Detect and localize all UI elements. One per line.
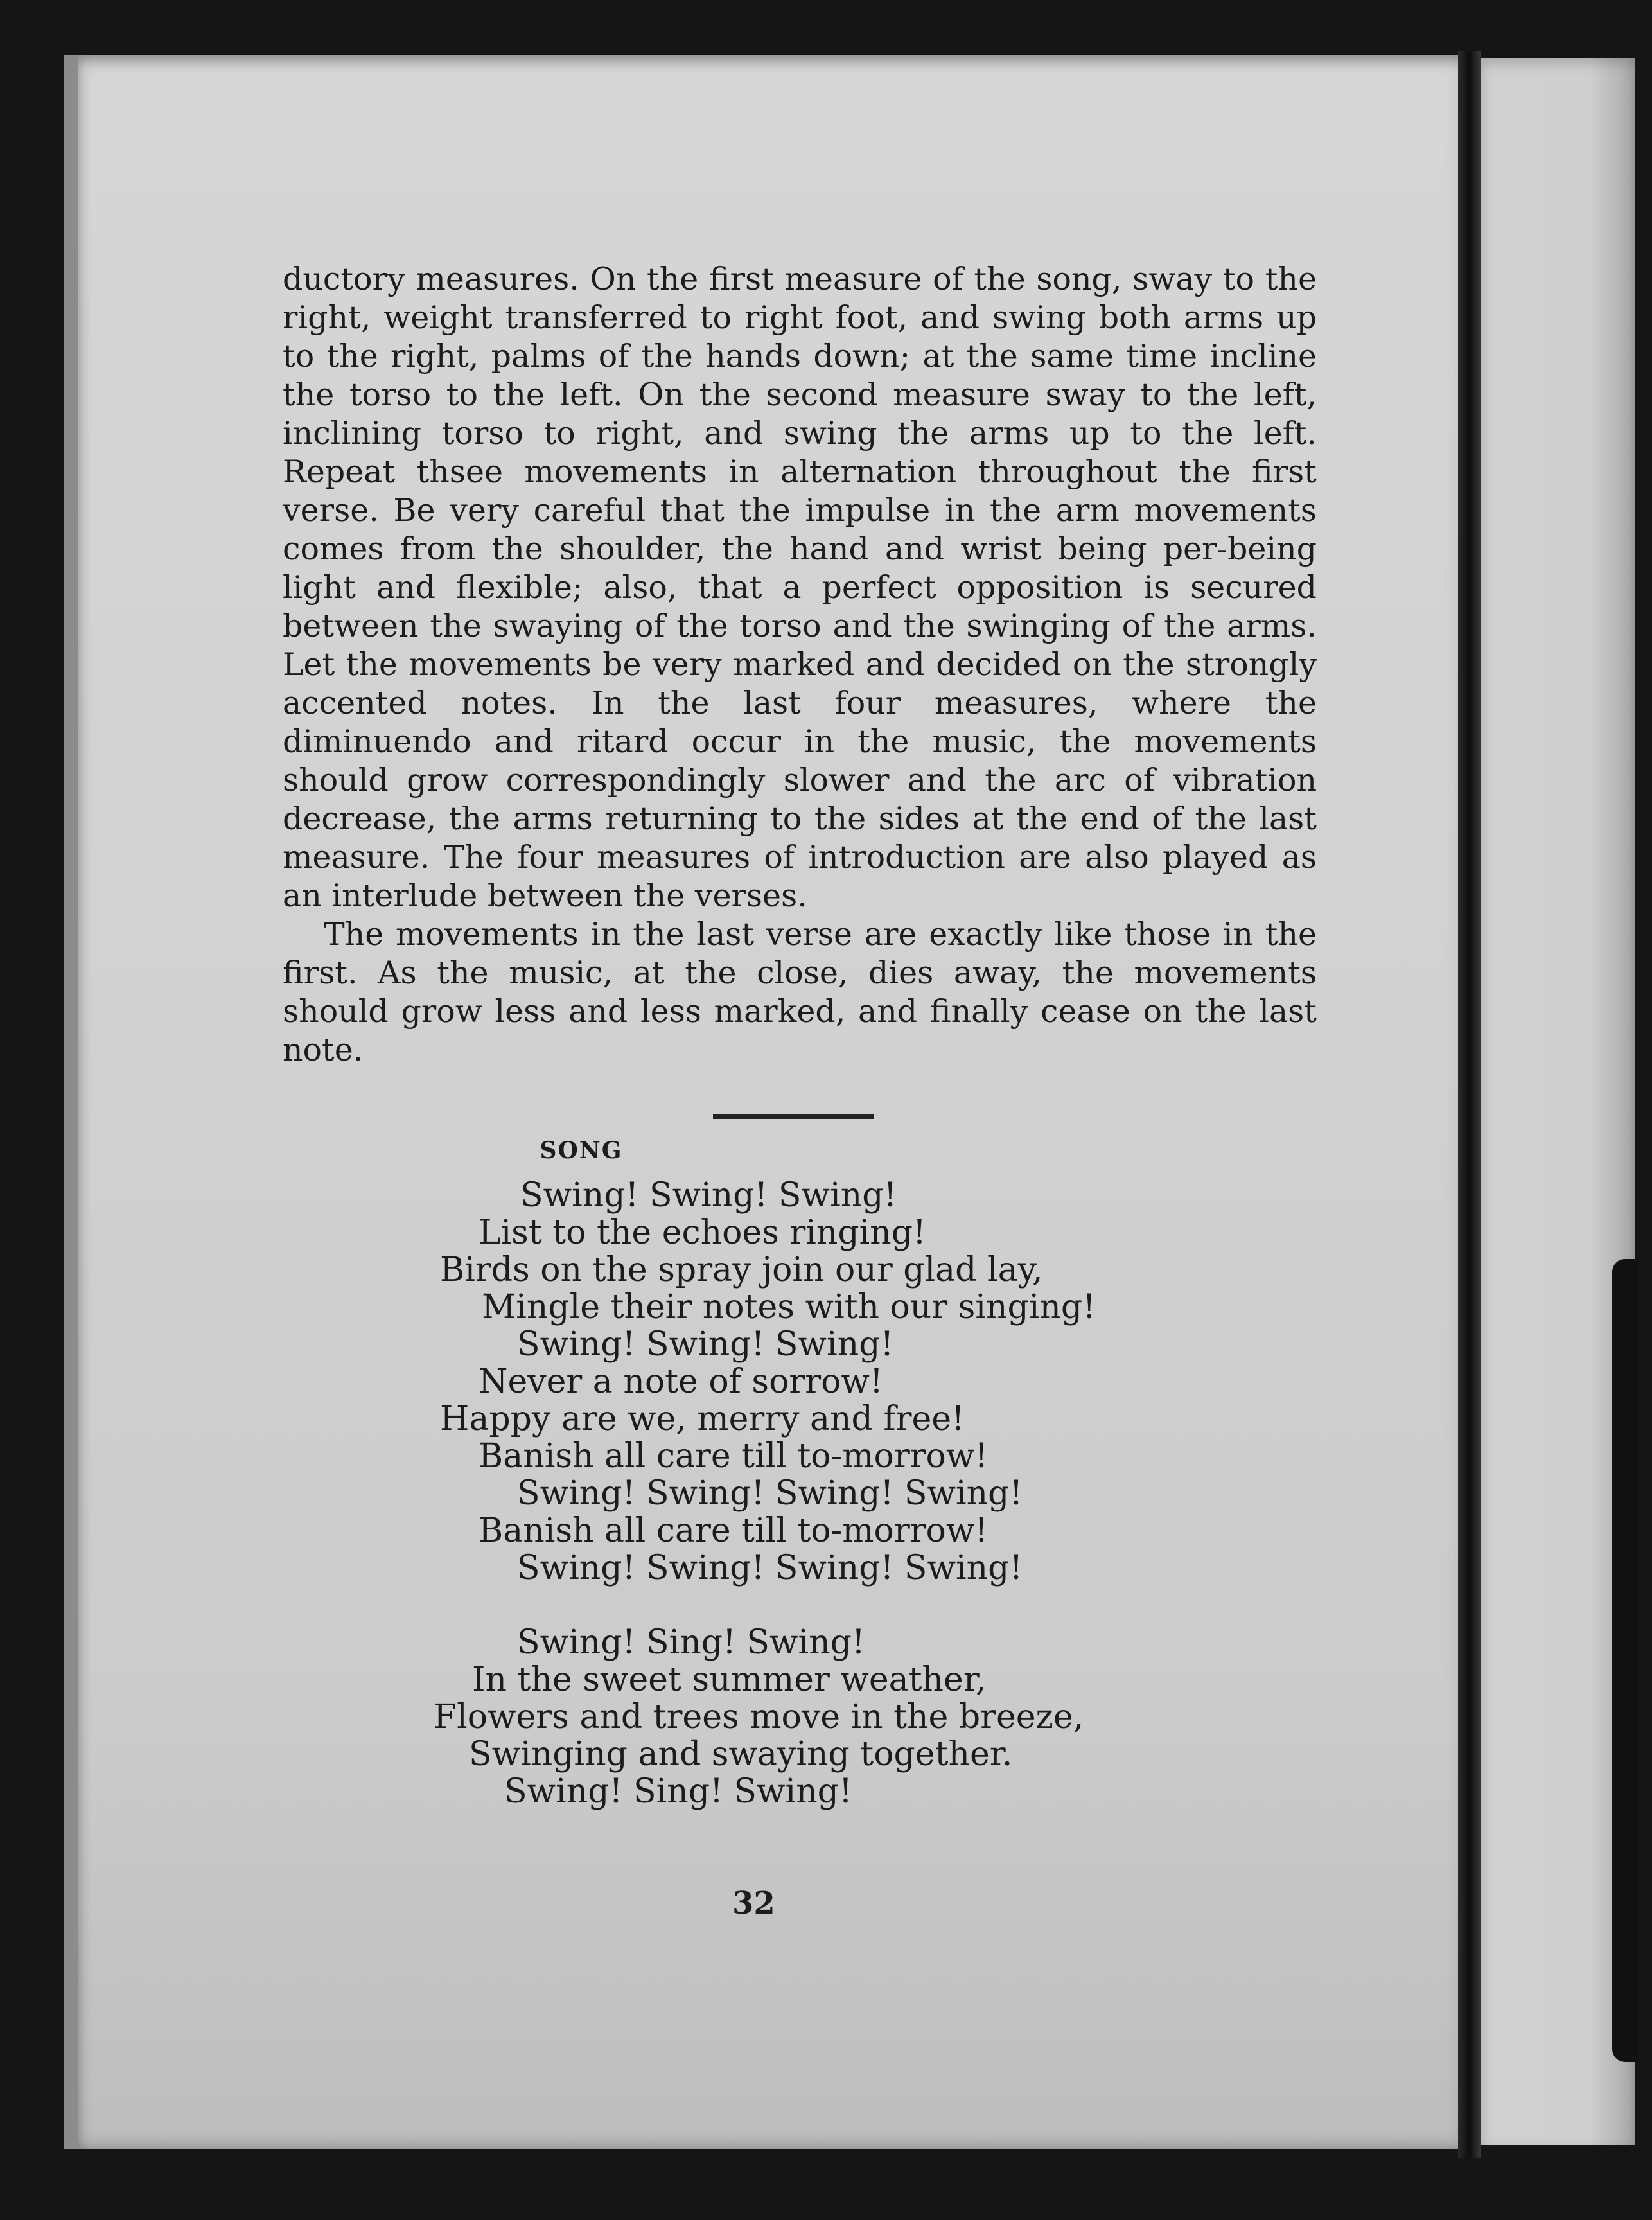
lyric-line: Banish all care till to-morrow! — [479, 1511, 989, 1550]
lyric-line: Swing! Swing! Swing! Swing! — [517, 1474, 1023, 1513]
lyric-line: Swinging and swaying together. — [469, 1735, 1013, 1774]
lyric-line: Swing! Sing! Swing! — [504, 1772, 852, 1811]
lyric-line: Happy are we, merry and free! — [440, 1400, 965, 1438]
page-text-column — [283, 260, 1317, 1810]
lyric-line: In the sweet summer weather, — [472, 1661, 987, 1699]
body-paragraph: ductory measures. On the first measure of the song, sway to the right, weight transferred to right foot, and swing both arms up to the right, palms of the hands down; at the same time incline the torso to the left. On the second measure sway to the left, inclining torso to right, and swing the arms up to the left. Repeat thsee movements in alternation throughout the first verse. Be very careful that the impulse in the arm movements comes from the shoulder, the hand and wrist being per-being light and flexible; also, that a perfect opposition is secured between the swaying of the torso and the swinging of the arms. Let the movements be very marked and decided on the strongly accented notes. In the last four measures, where the diminuendo and ritard occur in the music, the movements should grow correspondingly slower and the arc of vibration decrease, the arms returning to the sides at the end of the last measure. The four measures of introduction are also played as an interlude between the verses. — [283, 261, 1317, 914]
lyric-line: Swing! Sing! Swing! — [517, 1623, 865, 1662]
book-gutter — [1458, 51, 1481, 2158]
section-divider — [713, 1114, 874, 1119]
lyric-line: Never a note of sorrow! — [479, 1362, 883, 1401]
body-paragraph: The movements in the last verse are exactly like those in the first. As the music, at the close, dies away, the movements should grow less and less marked, and finally cease on the last note. — [283, 916, 1317, 1068]
page-number: 32 — [732, 1885, 775, 1921]
lyric-line: List to the echoes ringing! — [479, 1213, 926, 1252]
lyric-line: Birds on the spray join our glad lay, — [440, 1251, 1043, 1289]
lyric-line: Swing! Swing! Swing! Swing! — [517, 1549, 1023, 1587]
page-shadow — [1612, 1259, 1638, 2062]
lyric-line: Banish all care till to-morrow! — [479, 1437, 989, 1476]
lyric-line: Flowers and trees move in the breeze, — [434, 1698, 1084, 1736]
stanza-gap — [283, 1587, 1317, 1624]
lyric-line: Mingle their notes with our singing! — [482, 1288, 1096, 1326]
lyric-line: Swing! Swing! Swing! — [520, 1176, 897, 1215]
song-lyrics — [283, 1177, 1317, 1810]
song-heading: SONG — [540, 1137, 623, 1164]
lyric-line: Swing! Swing! Swing! — [517, 1325, 894, 1364]
